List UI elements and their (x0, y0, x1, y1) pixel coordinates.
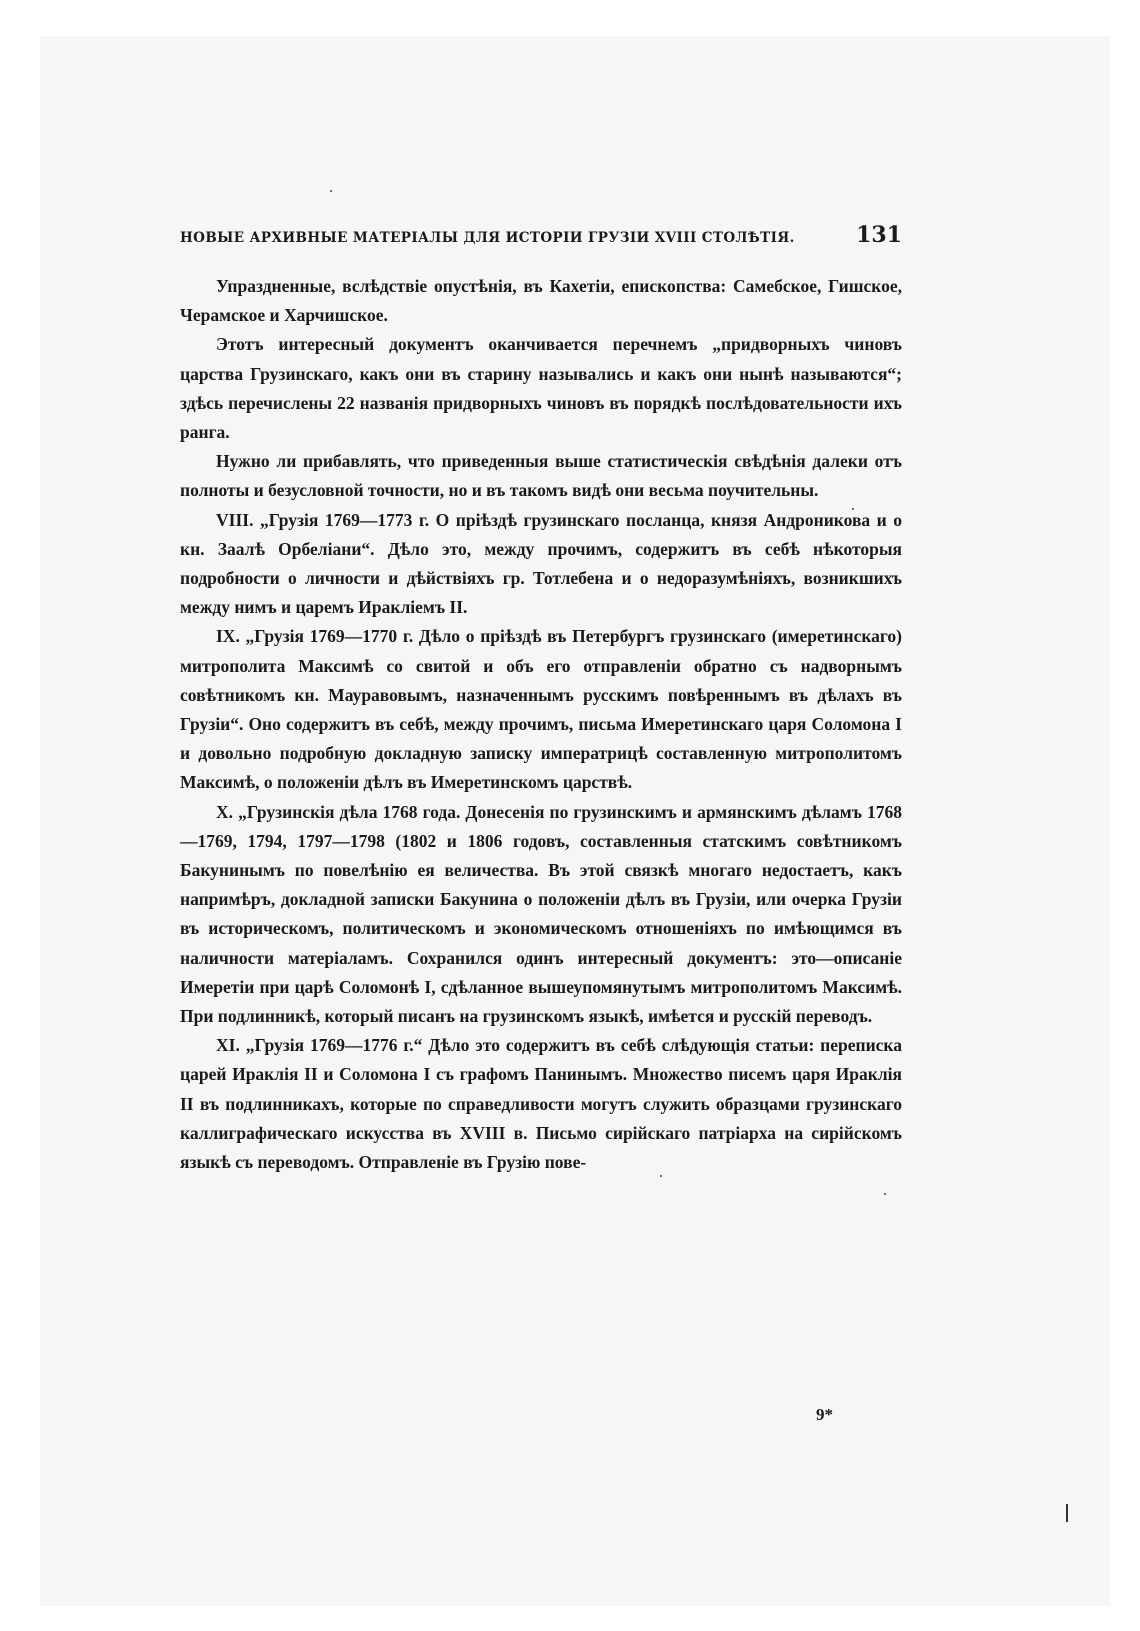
paragraph-section-viii: VIII. „Грузія 1769—1773 г. О пріѣздѣ грузинскаго посланца, князя Андроникова и о кн. Заалѣ Орбеліани“. Дѣло это, между прочимъ, содержитъ въ себѣ нѣкоторыя подробности о личности и дѣйствіяхъ гр. Тотлебена и о недоразумѣніяхъ, возникшихъ между нимъ и царемъ Иракліемъ II. (180, 509, 902, 618)
scan-speck (660, 1175, 662, 1177)
signature-mark: 9* (816, 1405, 833, 1424)
paragraph-section-xi: XI. „Грузія 1769—1776 г.“ Дѣло это содержитъ въ себѣ слѣдующія статьи: переписка царей Ираклія II и Соломона I съ графомъ Панинымъ. Множество писемъ царя Ираклія II въ подлинникахъ, которые по справедливости могутъ служить образцами грузинскаго каллиграфическаго искусства въ XVIII в. Письмо сирійскаго патріарха на сирійскомъ языкѣ съ переводомъ. Отправленіе въ Грузію пове- (180, 1035, 902, 1173)
scan-speck (330, 190, 332, 192)
paragraph-section-x: X. „Грузинскія дѣла 1768 года. Донесенія по грузинскимъ и армянскимъ дѣламъ 1768—1769, 1794, 1797—1798 (1802 и 1806 годовъ, составленныя статскимъ совѣтникомъ Бакунинымъ по повелѣнію ея величества. Въ этой связкѣ многаго недостаетъ, какъ напримѣръ, докладной записки Бакунина о положеніи дѣлъ въ Грузіи, или очерка Грузіи въ историческомъ, политическомъ и экономическомъ отношеніяхъ по имѣющимся въ наличности матеріаламъ. Сохранился одинъ интересный документъ: это—описаніе Имеретіи при царѣ Соломонѣ I, сдѣланное вышеупомянутымъ митрополитомъ Максимѣ. При подлинникѣ, который писанъ на грузинскомъ языкѣ, имѣется и русскій переводъ. (180, 801, 902, 1027)
running-head-title: НОВЫЕ АРХИВНЫЕ МАТЕРІАЛЫ ДЛЯ ИСТОРІИ ГРУЗІИ XVIII СТОЛѢТІЯ. (180, 230, 795, 246)
scan-speck (852, 508, 854, 510)
scan-speck (884, 1193, 886, 1195)
scan-artifact-line (1066, 1504, 1068, 1522)
text-block (180, 222, 902, 1177)
paragraph-statistics: Нужно ли прибавлять, что приведенныя выше статистическія свѣдѣнія далеки отъ полноты и безусловной точности, но и въ такомъ видѣ они весьма поучительны. (180, 451, 902, 501)
running-head (180, 222, 902, 252)
paragraph-section-ix: IX. „Грузія 1769—1770 г. Дѣло о пріѣздѣ въ Петербургъ грузинскаго (имеретинскаго) митрополита Максимѣ со свитой и объ его отправленіи обратно съ надворнымъ совѣтникомъ кн. Мауравовымъ, назначеннымъ русскимъ повѣреннымъ въ дѣлахъ въ Грузіи“. Оно содержитъ въ себѣ, между прочимъ, письма Имеретинскаго царя Соломона I и довольно подробную докладную записку императрицѣ составленную митрополитомъ Максимѣ, о положеніи дѣлъ въ Имеретинскомъ царствѣ. (180, 626, 902, 793)
paragraph-dioceses: Упраздненные, вслѣдствіе опустѣнія, въ Кахетіи, епископства: Самебское, Гишское, Черамское и Харчишское. (180, 276, 902, 326)
paragraph-court-ranks: Этотъ интересный документъ оканчивается перечнемъ „придворныхъ чиновъ царства Грузинскаго, какъ они въ старину назывались и какъ они нынѣ называются“; здѣсь перечислены 22 названія придворныхъ чиновъ въ порядкѣ послѣдовательности ихъ ранга. (180, 334, 902, 443)
page-number: 131 (856, 222, 902, 248)
